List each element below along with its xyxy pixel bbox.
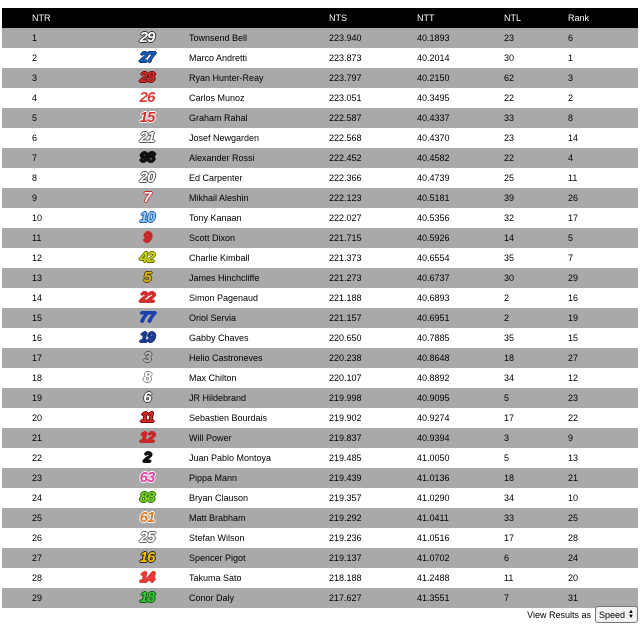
nts-cell: 222.452 (329, 148, 417, 168)
ntr-cell: 1 (2, 28, 109, 48)
ntr-cell: 6 (2, 128, 109, 148)
ntr-cell: 26 (2, 528, 109, 548)
car-number-icon: 27 (139, 49, 155, 66)
nts-cell: 219.357 (329, 488, 417, 508)
nts-cell: 222.027 (329, 208, 417, 228)
ntr-cell: 25 (2, 508, 109, 528)
driver-name: JR Hildebrand (185, 388, 329, 408)
car-number-icon: 88 (139, 489, 155, 506)
header-nts[interactable]: NTS (329, 8, 417, 28)
ntl-cell: 25 (504, 168, 568, 188)
rank-cell: 17 (568, 208, 638, 228)
ntt-cell: 41.0516 (417, 528, 504, 548)
nts-cell: 222.568 (329, 128, 417, 148)
driver-name: Bryan Clauson (185, 488, 329, 508)
car-number-icon: 25 (139, 529, 155, 546)
driver-name: Max Chilton (185, 368, 329, 388)
car-number-icon: 28 (139, 69, 155, 86)
car-number-cell (109, 188, 185, 208)
header-row (2, 8, 638, 28)
ntl-cell: 34 (504, 488, 568, 508)
car-number-cell (109, 48, 185, 68)
ntl-cell: 39 (504, 188, 568, 208)
driver-name: Ed Carpenter (185, 168, 329, 188)
ntr-cell: 12 (2, 248, 109, 268)
table-row (2, 268, 638, 288)
rank-cell: 9 (568, 428, 638, 448)
rank-cell: 13 (568, 448, 638, 468)
nts-cell: 218.188 (329, 568, 417, 588)
ntl-cell: 33 (504, 108, 568, 128)
table-row (2, 348, 638, 368)
view-results-select[interactable] (595, 606, 638, 623)
results-body (2, 28, 638, 608)
rank-cell: 10 (568, 488, 638, 508)
car-number-cell (109, 28, 185, 48)
ntr-cell: 14 (2, 288, 109, 308)
ntt-cell: 41.0411 (417, 508, 504, 528)
ntl-cell: 17 (504, 408, 568, 428)
driver-name: Will Power (185, 428, 329, 448)
car-number-icon: 19 (139, 329, 155, 346)
rank-cell: 27 (568, 348, 638, 368)
header-ntt[interactable]: NTT (417, 8, 504, 28)
rank-cell: 11 (568, 168, 638, 188)
car-number-icon: 26 (139, 89, 155, 106)
nts-cell: 221.188 (329, 288, 417, 308)
ntr-cell: 28 (2, 568, 109, 588)
ntl-cell: 2 (504, 288, 568, 308)
rank-cell: 28 (568, 528, 638, 548)
rank-cell: 6 (568, 28, 638, 48)
driver-name: Mikhail Aleshin (185, 188, 329, 208)
ntt-cell: 40.1893 (417, 28, 504, 48)
ntt-cell: 40.4370 (417, 128, 504, 148)
header-rank[interactable]: Rank (568, 8, 638, 28)
car-number-icon: 29 (139, 29, 155, 46)
nts-cell: 219.998 (329, 388, 417, 408)
ntr-cell: 29 (2, 588, 109, 608)
driver-name: Alexander Rossi (185, 148, 329, 168)
nts-cell: 219.439 (329, 468, 417, 488)
ntt-cell: 41.0136 (417, 468, 504, 488)
ntt-cell: 40.9095 (417, 388, 504, 408)
driver-name: Juan Pablo Montoya (185, 448, 329, 468)
view-results-value: Speed (599, 609, 626, 620)
driver-name: Marco Andretti (185, 48, 329, 68)
rank-cell: 16 (568, 288, 638, 308)
car-number-cell (109, 68, 185, 88)
ntt-cell: 40.2014 (417, 48, 504, 68)
rank-cell: 3 (568, 68, 638, 88)
car-number-cell (109, 208, 185, 228)
nts-cell: 221.273 (329, 268, 417, 288)
ntt-cell: 40.9274 (417, 408, 504, 428)
car-number-cell (109, 508, 185, 528)
rank-cell: 20 (568, 568, 638, 588)
ntl-cell: 62 (504, 68, 568, 88)
nts-cell: 219.137 (329, 548, 417, 568)
table-row (2, 368, 638, 388)
driver-name: Graham Rahal (185, 108, 329, 128)
car-number-cell (109, 328, 185, 348)
ntr-cell: 22 (2, 448, 109, 468)
table-row (2, 68, 638, 88)
car-number-cell (109, 148, 185, 168)
car-number-cell (109, 308, 185, 328)
car-number-cell (109, 268, 185, 288)
nts-cell: 223.940 (329, 28, 417, 48)
ntt-cell: 40.5926 (417, 228, 504, 248)
car-number-icon: 20 (139, 169, 155, 186)
car-number-icon: 15 (139, 109, 155, 126)
ntr-cell: 20 (2, 408, 109, 428)
car-number-icon: 6 (143, 389, 151, 406)
car-number-icon: 61 (139, 509, 155, 526)
nts-cell: 219.837 (329, 428, 417, 448)
table-row (2, 208, 638, 228)
ntt-cell: 41.0290 (417, 488, 504, 508)
driver-name: Takuma Sato (185, 568, 329, 588)
car-number-icon: 14 (139, 569, 155, 586)
car-number-cell (109, 228, 185, 248)
table-row (2, 588, 638, 608)
ntl-cell: 32 (504, 208, 568, 228)
car-number-icon: 63 (139, 469, 155, 486)
ntl-cell: 35 (504, 248, 568, 268)
nts-cell: 221.715 (329, 228, 417, 248)
rank-cell: 23 (568, 388, 638, 408)
nts-cell: 223.051 (329, 88, 417, 108)
ntt-cell: 40.2150 (417, 68, 504, 88)
car-number-cell (109, 388, 185, 408)
table-row (2, 428, 638, 448)
rank-cell: 4 (568, 148, 638, 168)
car-number-cell (109, 368, 185, 388)
car-number-cell (109, 128, 185, 148)
ntt-cell: 41.0702 (417, 548, 504, 568)
table-row (2, 148, 638, 168)
ntr-cell: 9 (2, 188, 109, 208)
ntr-cell: 13 (2, 268, 109, 288)
car-number-icon: 12 (139, 429, 155, 446)
rank-cell: 25 (568, 508, 638, 528)
rank-cell: 8 (568, 108, 638, 128)
ntr-cell: 8 (2, 168, 109, 188)
table-row (2, 568, 638, 588)
table-row (2, 168, 638, 188)
rank-cell: 12 (568, 368, 638, 388)
rank-cell: 15 (568, 328, 638, 348)
car-number-cell (109, 448, 185, 468)
table-row (2, 528, 638, 548)
ntl-cell: 18 (504, 348, 568, 368)
car-number-cell (109, 88, 185, 108)
ntr-cell: 10 (2, 208, 109, 228)
driver-name: Simon Pagenaud (185, 288, 329, 308)
car-number-cell (109, 548, 185, 568)
ntt-cell: 40.7885 (417, 328, 504, 348)
car-number-icon: 3 (143, 349, 151, 366)
driver-name: Ryan Hunter-Reay (185, 68, 329, 88)
car-number-cell (109, 248, 185, 268)
ntt-cell: 40.6554 (417, 248, 504, 268)
ntl-cell: 30 (504, 48, 568, 68)
ntt-cell: 40.3495 (417, 88, 504, 108)
ntl-cell: 5 (504, 448, 568, 468)
table-row (2, 288, 638, 308)
car-number-icon: 22 (139, 289, 155, 306)
table-row (2, 488, 638, 508)
car-number-icon: 10 (139, 209, 155, 226)
nts-cell: 219.236 (329, 528, 417, 548)
nts-cell: 221.157 (329, 308, 417, 328)
nts-cell: 220.107 (329, 368, 417, 388)
car-number-icon: 98 (139, 149, 155, 166)
car-number-icon: 7 (143, 189, 151, 206)
table-row (2, 448, 638, 468)
ntr-cell: 11 (2, 228, 109, 248)
ntl-cell: 7 (504, 588, 568, 608)
car-number-icon: 42 (139, 249, 155, 266)
car-number-icon: 8 (143, 369, 151, 386)
ntl-cell: 17 (504, 528, 568, 548)
results-container (2, 8, 638, 608)
ntr-cell: 27 (2, 548, 109, 568)
driver-name: Sebastien Bourdais (185, 408, 329, 428)
table-row (2, 88, 638, 108)
driver-name: James Hinchcliffe (185, 268, 329, 288)
ntr-cell: 4 (2, 88, 109, 108)
ntt-cell: 40.6893 (417, 288, 504, 308)
ntr-cell: 3 (2, 68, 109, 88)
table-row (2, 308, 638, 328)
driver-name: Helio Castroneves (185, 348, 329, 368)
ntt-cell: 41.2488 (417, 568, 504, 588)
car-number-cell (109, 528, 185, 548)
rank-cell: 5 (568, 228, 638, 248)
nts-cell: 223.797 (329, 68, 417, 88)
car-number-cell (109, 568, 185, 588)
table-row (2, 48, 638, 68)
ntr-cell: 24 (2, 488, 109, 508)
ntl-cell: 14 (504, 228, 568, 248)
rank-cell: 19 (568, 308, 638, 328)
header-name (185, 8, 329, 28)
view-results-control (527, 606, 638, 623)
rank-cell: 1 (568, 48, 638, 68)
ntl-cell: 34 (504, 368, 568, 388)
car-number-icon: 18 (139, 589, 155, 606)
ntl-cell: 6 (504, 548, 568, 568)
ntt-cell: 40.9394 (417, 428, 504, 448)
ntl-cell: 23 (504, 28, 568, 48)
ntl-cell: 22 (504, 88, 568, 108)
table-row (2, 508, 638, 528)
car-number-icon: 16 (139, 549, 155, 566)
car-number-cell (109, 288, 185, 308)
car-number-icon: 9 (143, 229, 151, 246)
ntr-cell: 23 (2, 468, 109, 488)
nts-cell: 222.587 (329, 108, 417, 128)
car-number-cell (109, 468, 185, 488)
ntr-cell: 15 (2, 308, 109, 328)
driver-name: Spencer Pigot (185, 548, 329, 568)
ntt-cell: 40.6737 (417, 268, 504, 288)
results-table (2, 8, 638, 608)
ntt-cell: 40.4337 (417, 108, 504, 128)
ntt-cell: 40.4739 (417, 168, 504, 188)
car-number-cell (109, 488, 185, 508)
ntl-cell: 5 (504, 388, 568, 408)
table-row (2, 28, 638, 48)
ntt-cell: 40.8892 (417, 368, 504, 388)
select-arrows-icon: ▲ ▼ (628, 608, 634, 620)
driver-name: Pippa Mann (185, 468, 329, 488)
ntr-cell: 21 (2, 428, 109, 448)
rank-cell: 26 (568, 188, 638, 208)
driver-name: Charlie Kimball (185, 248, 329, 268)
driver-name: Stefan Wilson (185, 528, 329, 548)
rank-cell: 24 (568, 548, 638, 568)
ntl-cell: 3 (504, 428, 568, 448)
nts-cell: 217.627 (329, 588, 417, 608)
table-row (2, 248, 638, 268)
car-number-icon: 77 (139, 309, 155, 326)
table-row (2, 328, 638, 348)
driver-name: Conor Daly (185, 588, 329, 608)
car-number-cell (109, 428, 185, 448)
ntt-cell: 40.5356 (417, 208, 504, 228)
car-number-icon: 5 (143, 269, 151, 286)
car-number-cell (109, 108, 185, 128)
nts-cell: 220.650 (329, 328, 417, 348)
nts-cell: 220.238 (329, 348, 417, 368)
ntr-cell: 2 (2, 48, 109, 68)
table-row (2, 548, 638, 568)
nts-cell: 219.292 (329, 508, 417, 528)
table-row (2, 108, 638, 128)
table-row (2, 388, 638, 408)
driver-name: Matt Brabham (185, 508, 329, 528)
nts-cell: 222.366 (329, 168, 417, 188)
car-number-cell (109, 588, 185, 608)
car-number-icon: 2 (143, 449, 151, 466)
driver-name: Tony Kanaan (185, 208, 329, 228)
ntt-cell: 40.5181 (417, 188, 504, 208)
ntr-cell: 19 (2, 388, 109, 408)
rank-cell: 14 (568, 128, 638, 148)
rank-cell: 31 (568, 588, 638, 608)
rank-cell: 29 (568, 268, 638, 288)
driver-name: Townsend Bell (185, 28, 329, 48)
car-number-cell (109, 408, 185, 428)
car-number-cell (109, 348, 185, 368)
nts-cell: 221.373 (329, 248, 417, 268)
ntt-cell: 40.6951 (417, 308, 504, 328)
driver-name: Carlos Munoz (185, 88, 329, 108)
view-results-label: View Results as (527, 609, 592, 620)
rank-cell: 22 (568, 408, 638, 428)
driver-name: Gabby Chaves (185, 328, 329, 348)
table-row (2, 188, 638, 208)
ntr-cell: 7 (2, 148, 109, 168)
ntl-cell: 22 (504, 148, 568, 168)
ntl-cell: 23 (504, 128, 568, 148)
ntt-cell: 40.8648 (417, 348, 504, 368)
car-number-icon: 11 (140, 409, 154, 426)
ntl-cell: 30 (504, 268, 568, 288)
ntl-cell: 2 (504, 308, 568, 328)
rank-cell: 21 (568, 468, 638, 488)
table-row (2, 128, 638, 148)
rank-cell: 7 (568, 248, 638, 268)
car-number-icon: 21 (139, 129, 155, 146)
rank-cell: 2 (568, 88, 638, 108)
driver-name: Scott Dixon (185, 228, 329, 248)
ntr-cell: 17 (2, 348, 109, 368)
table-row (2, 408, 638, 428)
driver-name: Josef Newgarden (185, 128, 329, 148)
nts-cell: 223.873 (329, 48, 417, 68)
nts-cell: 222.123 (329, 188, 417, 208)
ntr-cell: 18 (2, 368, 109, 388)
header-ntr[interactable]: NTR (2, 8, 109, 28)
ntl-cell: 33 (504, 508, 568, 528)
nts-cell: 219.485 (329, 448, 417, 468)
nts-cell: 219.902 (329, 408, 417, 428)
table-row (2, 228, 638, 248)
ntl-cell: 18 (504, 468, 568, 488)
ntl-cell: 11 (504, 568, 568, 588)
table-row (2, 468, 638, 488)
driver-name: Oriol Servia (185, 308, 329, 328)
ntr-cell: 5 (2, 108, 109, 128)
ntl-cell: 35 (504, 328, 568, 348)
ntr-cell: 16 (2, 328, 109, 348)
header-car (109, 8, 185, 28)
ntt-cell: 41.3551 (417, 588, 504, 608)
header-ntl[interactable]: NTL (504, 8, 568, 28)
ntt-cell: 41.0050 (417, 448, 504, 468)
ntt-cell: 40.4582 (417, 148, 504, 168)
car-number-cell (109, 168, 185, 188)
